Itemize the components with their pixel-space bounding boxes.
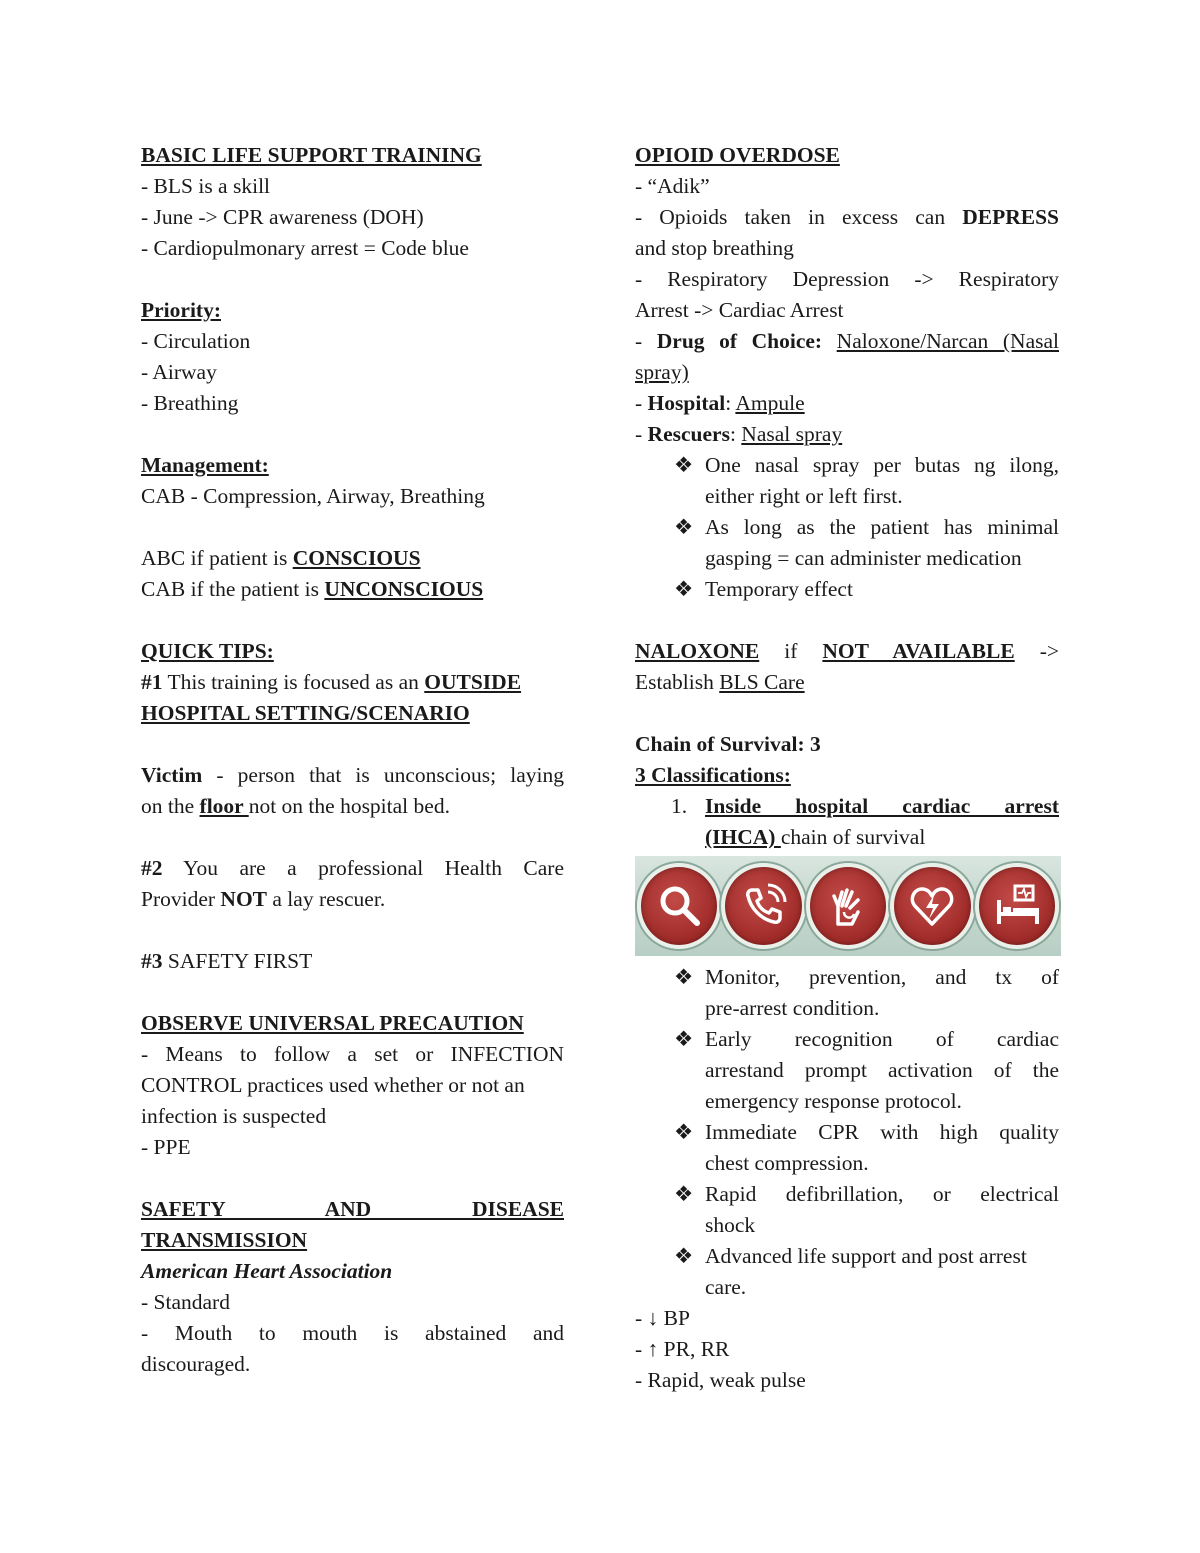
pr-line: - ↑ PR, RR [635, 1337, 730, 1361]
victim-line-2 [141, 791, 564, 822]
hands-icon [806, 863, 890, 949]
chain-of-survival-image [635, 856, 1061, 956]
hospital-label: Hospital [647, 391, 726, 415]
cab-line [141, 574, 564, 605]
bullet-text: chest compression. [705, 1151, 869, 1175]
bullet-text: Rapid defibrillation, or electrical [705, 1182, 1059, 1206]
diamond-bullet-icon: ❖ [674, 1027, 694, 1051]
hospital-bed-icon [975, 863, 1059, 949]
mouth-line: - Mouth to mouth is abstained and [141, 1321, 564, 1345]
bullet-text: arrestand prompt activation of the [705, 1058, 1059, 1082]
bullet-text: Temporary effect [705, 577, 853, 601]
abc-line [141, 543, 564, 574]
bullet-item [635, 450, 1059, 512]
diamond-bullet-icon: ❖ [674, 965, 694, 989]
priority-item: - Circulation [141, 329, 251, 353]
aha-heading: American Heart Association [141, 1259, 393, 1283]
safety-title-2: TRANSMISSION [141, 1228, 308, 1252]
bls-line: - BLS is a skill [141, 174, 271, 198]
pulse-line: - Rapid, weak pulse [635, 1368, 806, 1392]
tip-number: #3 [141, 949, 163, 973]
diamond-bullet-icon: ❖ [674, 577, 694, 601]
bls-title: BASIC LIFE SUPPORT TRAINING [141, 143, 482, 167]
tip-3 [141, 946, 564, 977]
classifications-title: 3 Classifications: [635, 763, 791, 787]
floor-emph: floor [199, 794, 249, 818]
establish-text: Establish [635, 670, 720, 694]
left-column [141, 140, 564, 1380]
colon: : [729, 422, 742, 446]
bullet-text: shock [705, 1213, 756, 1237]
tip-text: This training is focused as an [162, 670, 425, 694]
tip-1-emph-line: HOSPITAL SETTING/SCENARIO [141, 701, 470, 725]
tip-2 [141, 853, 564, 884]
bls-line: - Cardiopulmonary arrest = Code blue [141, 236, 469, 260]
precaution-title: OBSERVE UNIVERSAL PRECAUTION [141, 1011, 524, 1035]
bullet-text: either right or left first. [705, 484, 903, 508]
depress-emph: DEPRESS [962, 205, 1059, 229]
rescuers-value: Nasal spray [741, 422, 843, 446]
naloxone-text: if [759, 639, 823, 663]
management-title: Management: [141, 453, 269, 477]
search-icon [637, 863, 721, 949]
chain-title: Chain of Survival: 3 [635, 732, 821, 756]
safety-title: SAFETY AND DISEASE [141, 1197, 564, 1221]
bullet-item [635, 962, 1059, 1024]
management-line: CAB - Compression, Airway, Breathing [141, 484, 485, 508]
tip-2-line-2 [141, 884, 564, 915]
precaution-line: infection is suspected [141, 1104, 327, 1128]
hospital-line [635, 388, 1059, 419]
bullet-item [635, 1024, 1059, 1117]
diamond-bullet-icon: ❖ [674, 1244, 694, 1268]
bp-line: - ↓ BP [635, 1306, 690, 1330]
victim-text: - person that is unconscious; laying [202, 763, 564, 787]
bullet-item [635, 1179, 1059, 1241]
bullet-text: Advanced life support and post arrest [705, 1244, 1027, 1268]
bls-line: - June -> CPR awareness (DOH) [141, 205, 424, 229]
numbered-item [635, 791, 1059, 853]
rescuers-line [635, 419, 1059, 450]
ihca-text: chain of survival [780, 825, 926, 849]
not-emph: NOT [220, 887, 268, 911]
defibrillator-heart-icon [890, 863, 974, 949]
tip-emph: OUTSIDE [424, 670, 522, 694]
not-available-emph: NOT AVAILABLE [822, 639, 1015, 663]
dash: - [635, 329, 657, 353]
drug-value-2: spray) [635, 360, 689, 384]
bullet-text: Early recognition of cardiac [705, 1027, 1059, 1051]
priority-item: - Breathing [141, 391, 239, 415]
bullet-item [635, 512, 1059, 574]
tip-1 [141, 667, 564, 698]
hospital-value: Ampule [735, 391, 805, 415]
diamond-bullet-icon: ❖ [674, 515, 694, 539]
victim-label: Victim [141, 763, 203, 787]
bullet-text: pre-arrest condition. [705, 996, 880, 1020]
bullet-text: As long as the patient has minimal [705, 515, 1059, 539]
priority-title: Priority: [141, 298, 221, 322]
bls-care-link: BLS Care [719, 670, 805, 694]
tip-text: a lay rescuer. [267, 887, 386, 911]
mouth-line-2: discouraged. [141, 1352, 251, 1376]
drug-of-choice [635, 326, 1059, 357]
precaution-line: CONTROL practices used whether or not an [141, 1073, 525, 1097]
tip-number: #2 [141, 856, 163, 880]
colon: : [725, 391, 736, 415]
bullet-text: gasping = can administer medication [705, 546, 1022, 570]
bullet-item [635, 574, 1059, 605]
diamond-bullet-icon: ❖ [674, 1182, 694, 1206]
depress-line [635, 202, 1059, 233]
quick-tips-title: QUICK TIPS: [141, 639, 274, 663]
victim-text: on the [141, 794, 200, 818]
drug-value: Naloxone/Narcan (Nasal [836, 329, 1059, 353]
phone-icon [721, 863, 805, 949]
drug-label: Drug of Choice: [656, 329, 823, 353]
victim-text: not on the hospital bed. [248, 794, 450, 818]
bullet-text: Immediate CPR with high quality [705, 1120, 1059, 1144]
tip-number: #1 [141, 670, 163, 694]
depress-line-2: and stop breathing [635, 236, 794, 260]
adik-line: - “Adik” [635, 174, 710, 198]
tip-text: You are a professional Health Care [162, 856, 564, 880]
tip-text: Provider [141, 887, 221, 911]
tip-text: SAFETY FIRST [162, 949, 313, 973]
arrow-text: -> [1014, 639, 1059, 663]
respiratory-line-2: Arrest -> Cardiac Arrest [635, 298, 844, 322]
respiratory-line: - Respiratory Depression -> Respiratory [635, 267, 1059, 291]
bullet-text: One nasal spray per butas ng ilong, [705, 453, 1059, 477]
bullet-item [635, 1241, 1059, 1303]
dash: - [635, 422, 648, 446]
bullet-text: care. [705, 1275, 747, 1299]
opioid-title: OPIOID OVERDOSE [635, 143, 840, 167]
standard-line: - Standard [141, 1290, 230, 1314]
bullet-text: emergency response protocol. [705, 1089, 962, 1113]
precaution-ppe: - PPE [141, 1135, 191, 1159]
establish-line [635, 667, 1059, 698]
rescuers-label: Rescuers [647, 422, 730, 446]
diamond-bullet-icon: ❖ [674, 453, 694, 477]
item-number: 1. [671, 794, 688, 818]
victim-line [141, 760, 564, 791]
depress-text: - Opioids taken in excess can [635, 205, 963, 229]
precaution-line: - Means to follow a set or INFECTION [141, 1042, 564, 1066]
bullet-text: Monitor, prevention, and tx of [705, 965, 1059, 989]
ihca-title: Inside hospital cardiac arrest [705, 794, 1059, 818]
cab-text: CAB if the patient is [141, 577, 325, 601]
ihca-line [705, 822, 1059, 853]
abc-text: ABC if patient is [141, 546, 293, 570]
priority-item: - Airway [141, 360, 217, 384]
conscious-emph: CONSCIOUS [292, 546, 421, 570]
naloxone-line [635, 636, 1059, 667]
ihca-abbr: (IHCA) [705, 825, 781, 849]
right-column [635, 140, 1059, 1396]
unconscious-emph: UNCONSCIOUS [324, 577, 484, 601]
dash: - [635, 391, 648, 415]
diamond-bullet-icon: ❖ [674, 1120, 694, 1144]
naloxone-emph: NALOXONE [635, 639, 760, 663]
bullet-item [635, 1117, 1059, 1179]
